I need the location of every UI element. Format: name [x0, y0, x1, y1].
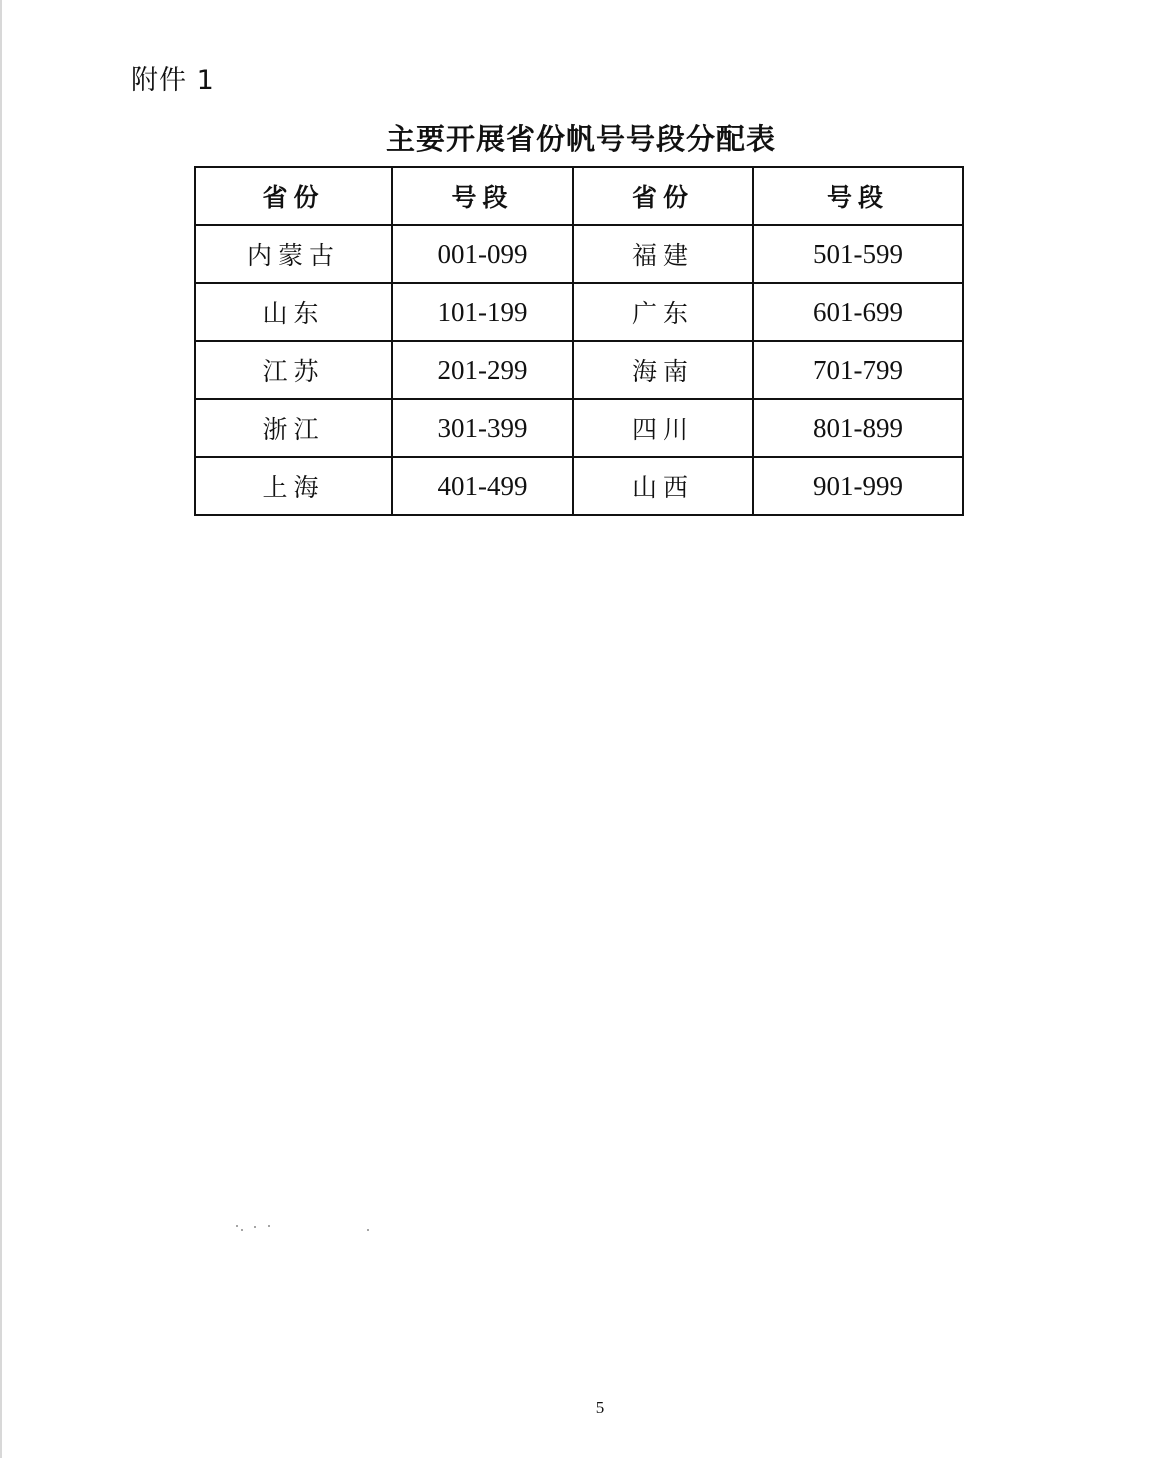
scan-speck	[241, 1229, 243, 1231]
province-cell: 福建	[573, 225, 753, 283]
table-row	[195, 225, 963, 283]
range-cell: 501-599	[753, 225, 963, 283]
range-cell: 801-899	[753, 399, 963, 457]
document-title: 主要开展省份帆号号段分配表	[385, 122, 776, 156]
attachment-label: 附件 1	[131, 65, 215, 96]
table-row	[195, 341, 963, 399]
range-cell: 001-099	[392, 225, 573, 283]
header-range-2: 号段	[753, 167, 963, 225]
province-cell: 山东	[195, 283, 392, 341]
allocation-table	[194, 166, 964, 516]
scan-speck	[236, 1225, 238, 1227]
province-cell: 广东	[573, 283, 753, 341]
scan-speck	[254, 1226, 256, 1228]
header-range-1: 号段	[392, 167, 573, 225]
scan-speck	[367, 1229, 369, 1231]
province-cell: 山西	[573, 457, 753, 515]
range-cell: 401-499	[392, 457, 573, 515]
province-cell: 江苏	[195, 341, 392, 399]
range-cell: 901-999	[753, 457, 963, 515]
province-cell: 四川	[573, 399, 753, 457]
page-number: 5	[595, 1398, 605, 1417]
range-cell: 601-699	[753, 283, 963, 341]
range-cell: 301-399	[392, 399, 573, 457]
scan-speck	[268, 1225, 270, 1227]
province-cell: 内蒙古	[195, 225, 392, 283]
table-header-row	[195, 167, 963, 225]
page-edge	[0, 0, 2, 1458]
table-row	[195, 283, 963, 341]
range-cell: 101-199	[392, 283, 573, 341]
province-cell: 浙江	[195, 399, 392, 457]
province-cell: 海南	[573, 341, 753, 399]
table-row	[195, 457, 963, 515]
range-cell: 701-799	[753, 341, 963, 399]
header-province-1: 省份	[195, 167, 392, 225]
header-province-2: 省份	[573, 167, 753, 225]
range-cell: 201-299	[392, 341, 573, 399]
province-cell: 上海	[195, 457, 392, 515]
table-row	[195, 399, 963, 457]
